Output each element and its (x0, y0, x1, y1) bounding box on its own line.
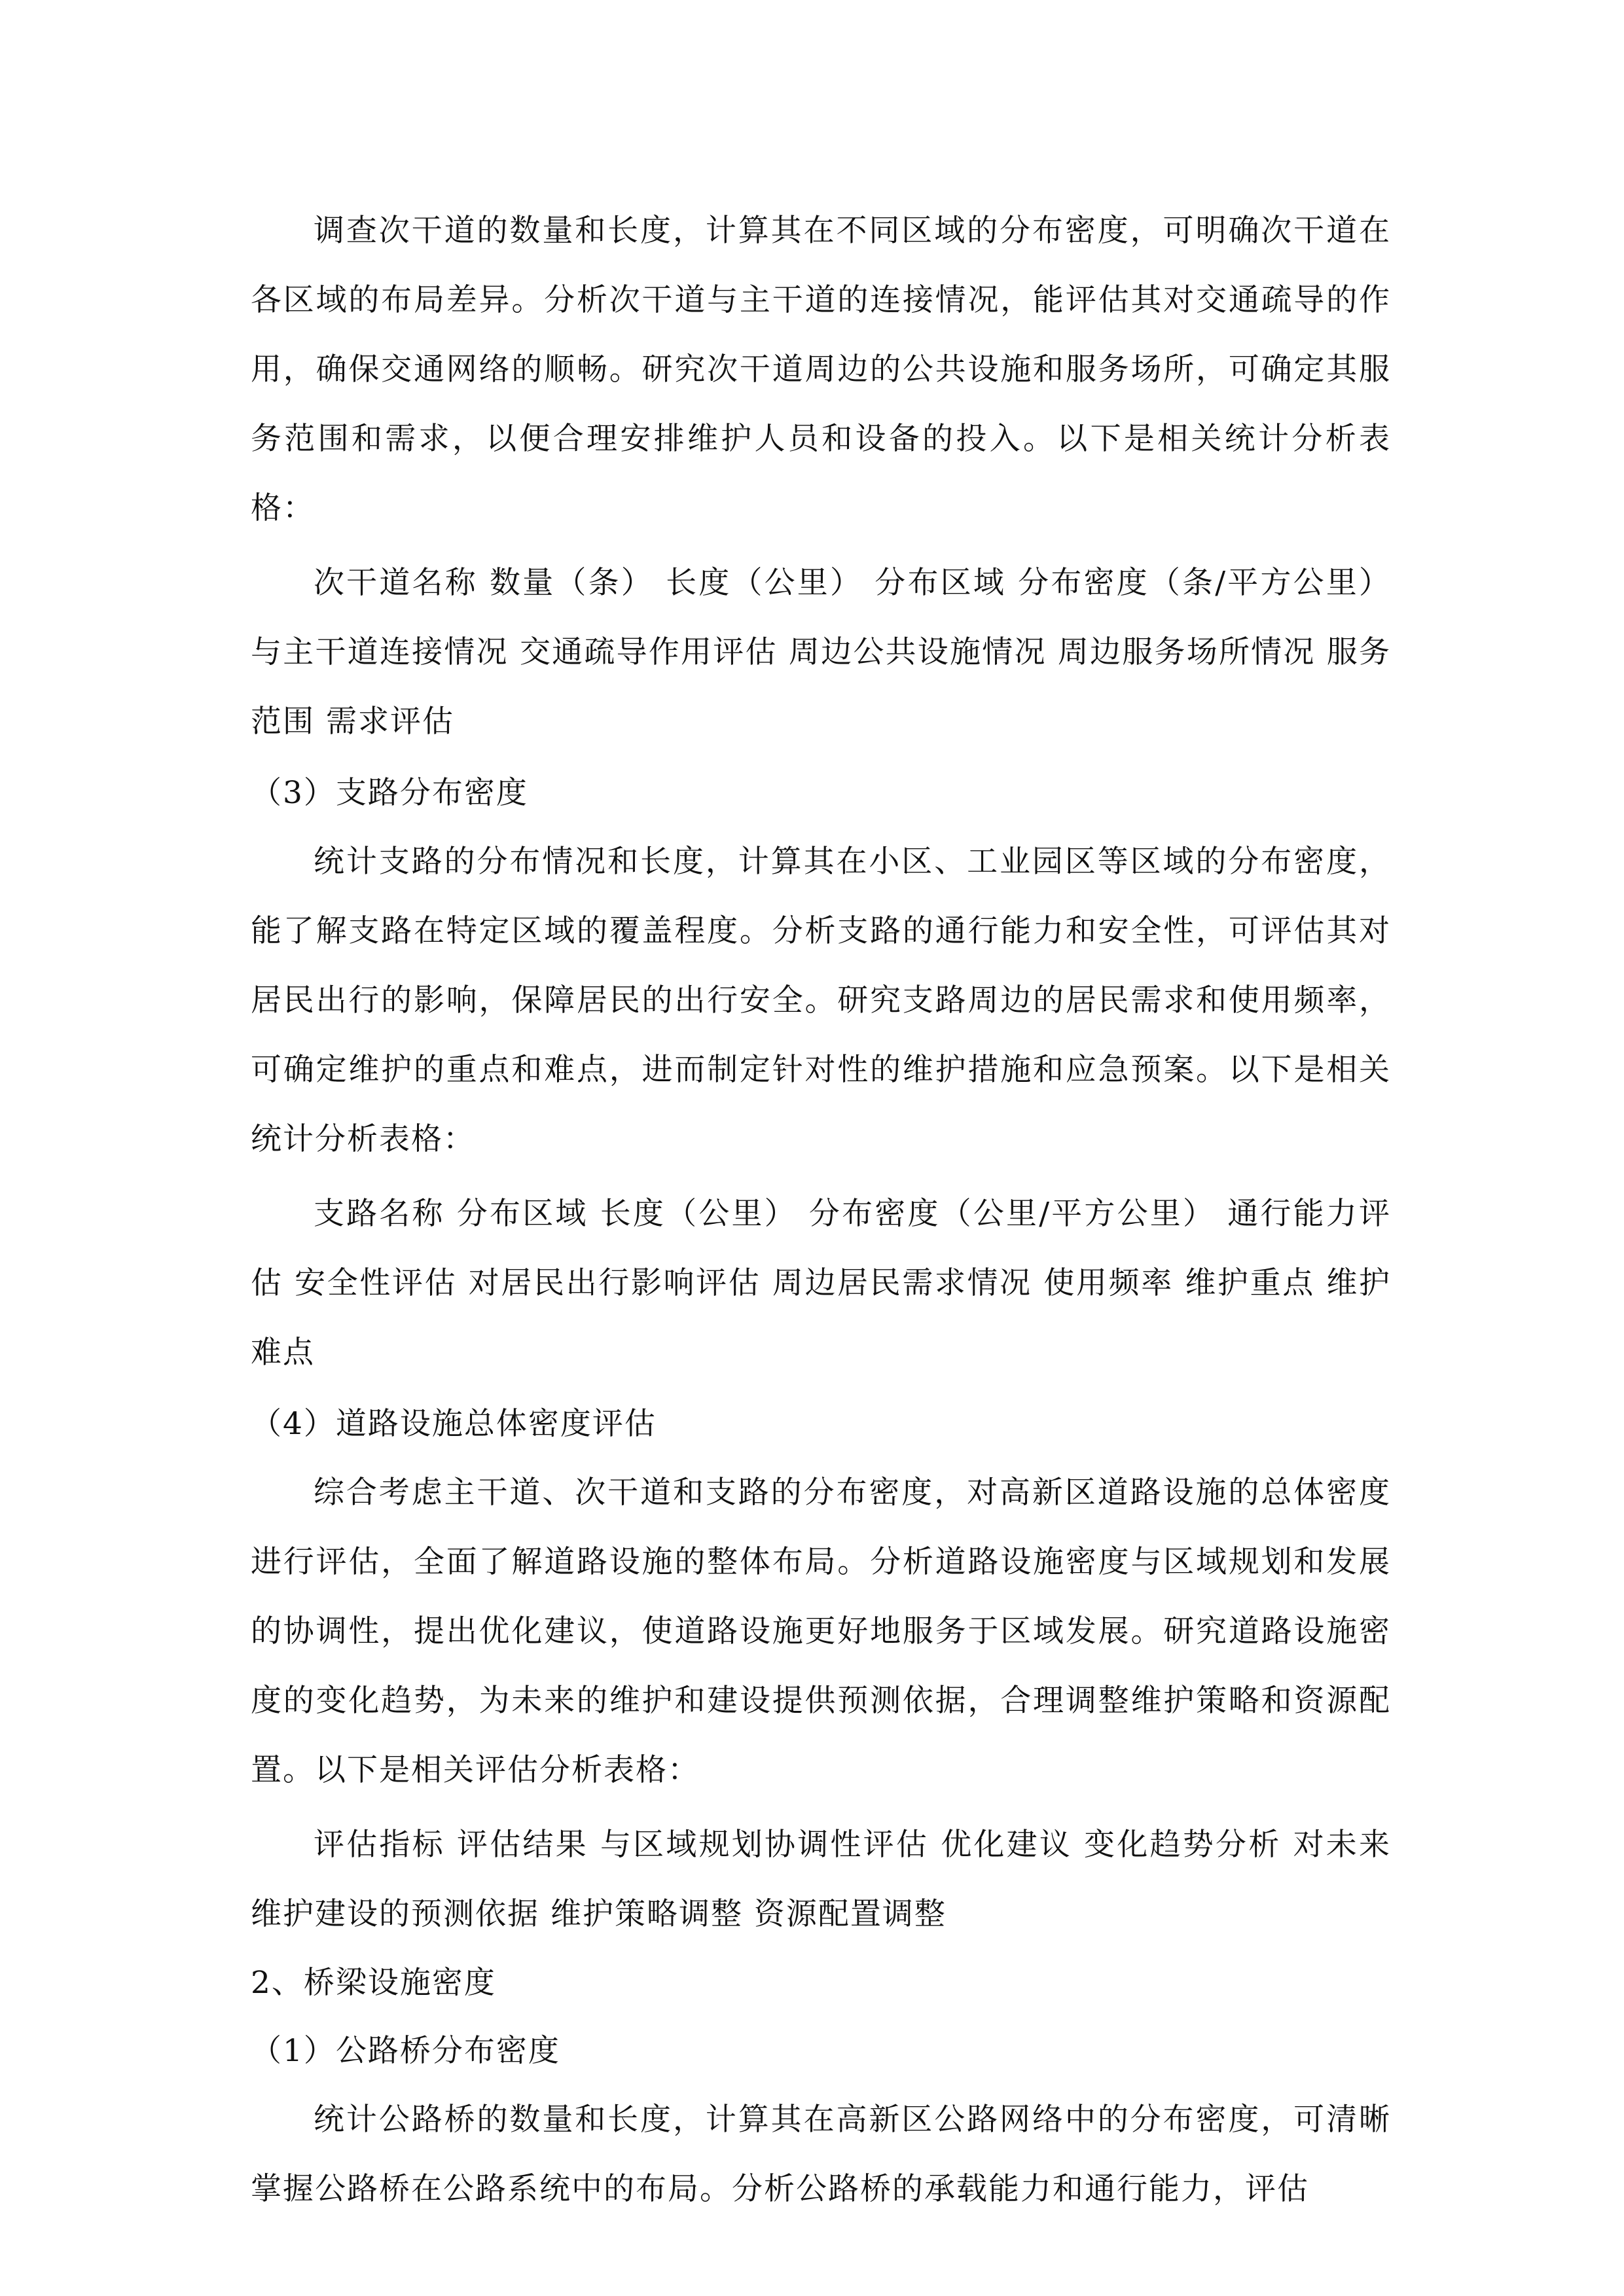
table-header-overall-density: 评估指标 评估结果 与区域规划协调性评估 优化建议 变化趋势分析 对未来维护建设的预测依据 维护策略调整 资源配置调整 (251, 1827, 1391, 1932)
paragraph-overall-density: 综合考虑主干道、次干道和支路的分布密度，对高新区道路设施的总体密度进行评估，全面了解道路设施的整体布局。分析道路设施密度与区域规划和发展的协调性，提出优化建议，使道路设施更好地服务于区域发展。研究道路设施密度的变化趋势，为未来的维护和建设提供预测依据，合理调整维护策略和资源配置。以下是相关评估分析表格： (251, 1475, 1391, 1788)
heading-highway-bridge-density: （1）公路桥分布密度 (251, 2033, 560, 2069)
heading-branch-road-density: （3）支路分布密度 (251, 775, 528, 811)
paragraph-highway-bridges: 统计公路桥的数量和长度，计算其在高新区公路网络中的分布密度，可清晰掌握公路桥在公路系统中的布局。分析公路桥的承载能力和通行能力，评估 (251, 2102, 1391, 2207)
paragraph-secondary-roads: 调查次干道的数量和长度，计算其在不同区域的分布密度，可明确次干道在各区域的布局差异。分析次干道与主干道的连接情况，能评估其对交通疏导的作用，确保交通网络的顺畅。研究次干道周边的公共设施和服务场所，可确定其服务范围和需求，以便合理安排维护人员和设备的投入。以下是相关统计分析表格： (251, 213, 1391, 526)
table-header-branch-roads: 支路名称 分布区域 长度（公里） 分布密度（公里/平方公里） 通行能力评估 安全性评估 对居民出行影响评估 周边居民需求情况 使用频率 维护重点 维护难点 (251, 1196, 1391, 1371)
heading-overall-density: （4）道路设施总体密度评估 (251, 1406, 657, 1442)
paragraph-branch-roads: 统计支路的分布情况和长度，计算其在小区、工业园区等区域的分布密度，能了解支路在特定区域的覆盖程度。分析支路的通行能力和安全性，可评估其对居民出行的影响，保障居民的出行安全。研究支路周边的居民需求和使用频率，可确定维护的重点和难点，进而制定针对性的维护措施和应急预案。以下是相关统计分析表格： (251, 844, 1391, 1157)
document-body (251, 196, 1391, 2224)
table-header-secondary-roads: 次干道名称 数量（条） 长度（公里） 分布区域 分布密度（条/平方公里） 与主干道连接情况 交通疏导作用评估 周边公共设施情况 周边服务场所情况 服务范围 需求评估 (251, 565, 1391, 740)
section-heading-bridge-density: 2、桥梁设施密度 (251, 1965, 496, 2001)
